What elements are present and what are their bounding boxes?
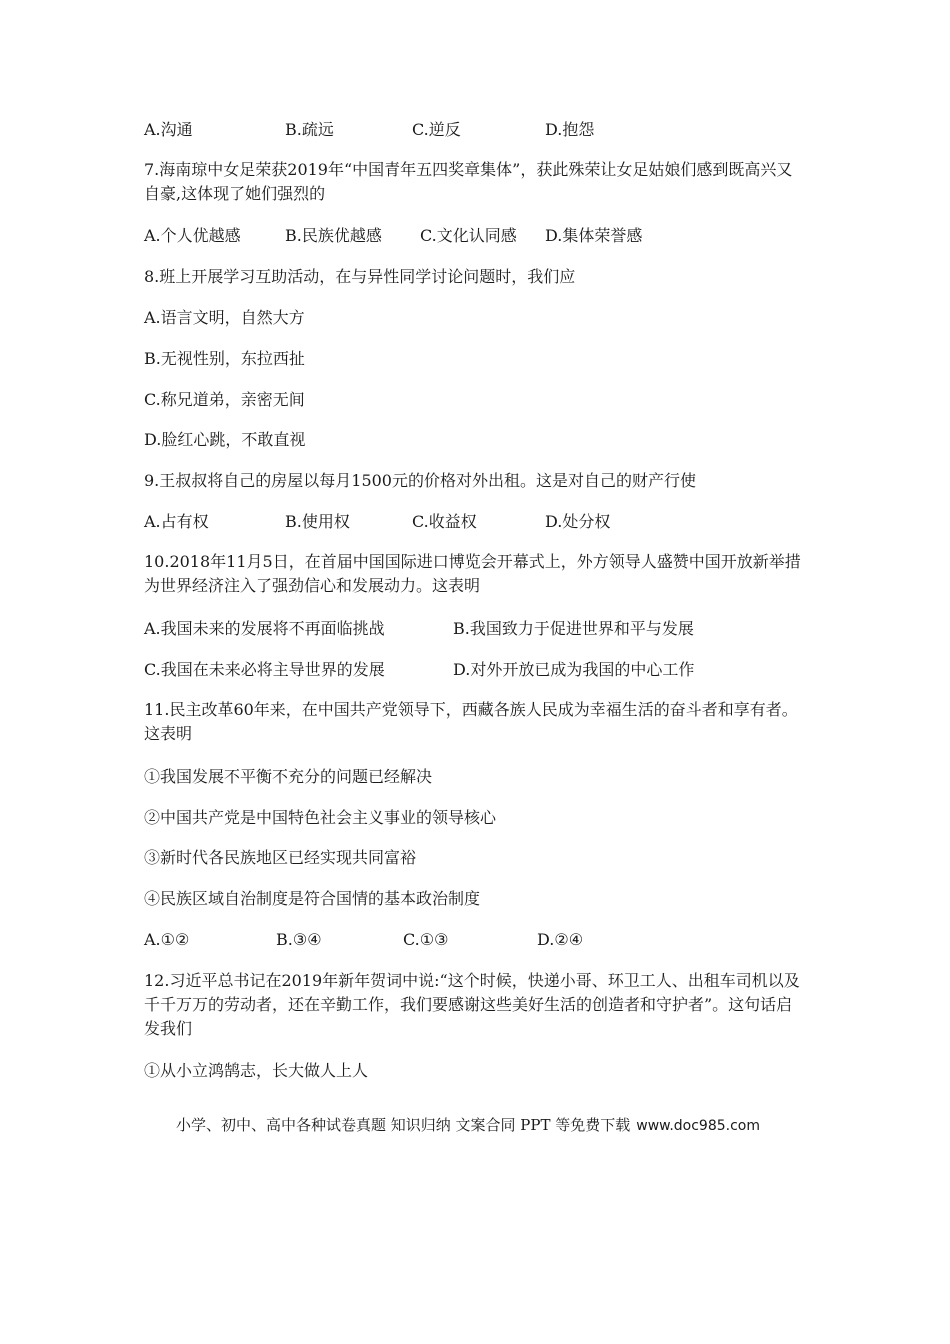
q11-item-4: ④民族区域自治制度是符合国情的基本政治制度 <box>144 889 481 908</box>
q10-option-d: D.对外开放已成为我国的中心工作 <box>453 660 695 679</box>
q12-item-1: ①从小立鸿鹄志，长大做人上人 <box>144 1061 369 1080</box>
q11-option-a: A.①② <box>144 930 190 949</box>
q8-option-a: A.语言文明，自然大方 <box>144 308 305 327</box>
q9-option-b: B.使用权 <box>285 512 350 531</box>
q8-option-c: C.称兄道弟，亲密无间 <box>144 390 305 409</box>
q11-option-c: C.①③ <box>403 930 449 949</box>
q9-stem: 9.王叔叔将自己的房屋以每月1500元的价格对外出租。这是对自己的财产行使 <box>144 471 696 490</box>
footer-url[interactable]: www.doc985.com <box>636 1118 761 1134</box>
page-footer <box>176 1115 760 1136</box>
q7-option-c: C.文化认同感 <box>420 226 517 245</box>
q9-option-d: D.处分权 <box>545 512 611 531</box>
q11-item-2: ②中国共产党是中国特色社会主义事业的领导核心 <box>144 808 497 827</box>
q7-stem: 7.海南琼中女足荣获2019年“中国青年五四奖章集体”，获此殊荣让女足姑娘们感到既高兴又自豪,这体现了她们强烈的 <box>144 160 793 203</box>
q11-item-1: ①我国发展不平衡不充分的问题已经解决 <box>144 767 433 786</box>
footer-text: 小学、初中、高中各种试卷真题 知识归纳 文案合同 PPT 等免费下载 <box>176 1116 631 1134</box>
q10-stem: 10.2018年11月5日，在首届中国国际进口博览会开幕式上，外方领导人盛赞中国开放新举措为世界经济注入了强劲信心和发展动力。这表明 <box>144 552 801 595</box>
q10-option-b: B.我国致力于促进世界和平与发展 <box>453 619 694 638</box>
q6-option-c: C.逆反 <box>412 120 461 139</box>
q9-option-c: C.收益权 <box>412 512 477 531</box>
q11-option-d: D.②④ <box>537 930 584 949</box>
q10-option-c: C.我国在未来必将主导世界的发展 <box>144 660 385 679</box>
q8-option-b: B.无视性别，东拉西扯 <box>144 349 305 368</box>
q6-option-d: D.抱怨 <box>545 120 595 139</box>
q7-option-a: A.个人优越感 <box>144 226 241 245</box>
q11-stem: 11.民主改革60年来，在中国共产党领导下，西藏各族人民成为幸福生活的奋斗者和享有者。这表明 <box>144 700 798 743</box>
q11-option-b: B.③④ <box>276 930 322 949</box>
q6-option-b: B.疏远 <box>285 120 334 139</box>
q7-option-d: D.集体荣誉感 <box>545 226 643 245</box>
q11-item-3: ③新时代各民族地区已经实现共同富裕 <box>144 848 417 867</box>
q6-option-a: A.沟通 <box>144 120 193 139</box>
q12-stem: 12.习近平总书记在2019年新年贺词中说:“这个时候，快递小哥、环卫工人、出租车司机以及千千万万的劳动者，还在辛勤工作，我们要感谢这些美好生活的创造者和守护者”。这句话启发我们 <box>144 971 800 1038</box>
q7-option-b: B.民族优越感 <box>285 226 382 245</box>
q9-option-a: A.占有权 <box>144 512 209 531</box>
q8-option-d: D.脸红心跳，不敢直视 <box>144 430 306 449</box>
q8-stem: 8.班上开展学习互助活动，在与异性同学讨论问题时，我们应 <box>144 267 576 286</box>
q10-option-a: A.我国未来的发展将不再面临挑战 <box>144 619 385 638</box>
